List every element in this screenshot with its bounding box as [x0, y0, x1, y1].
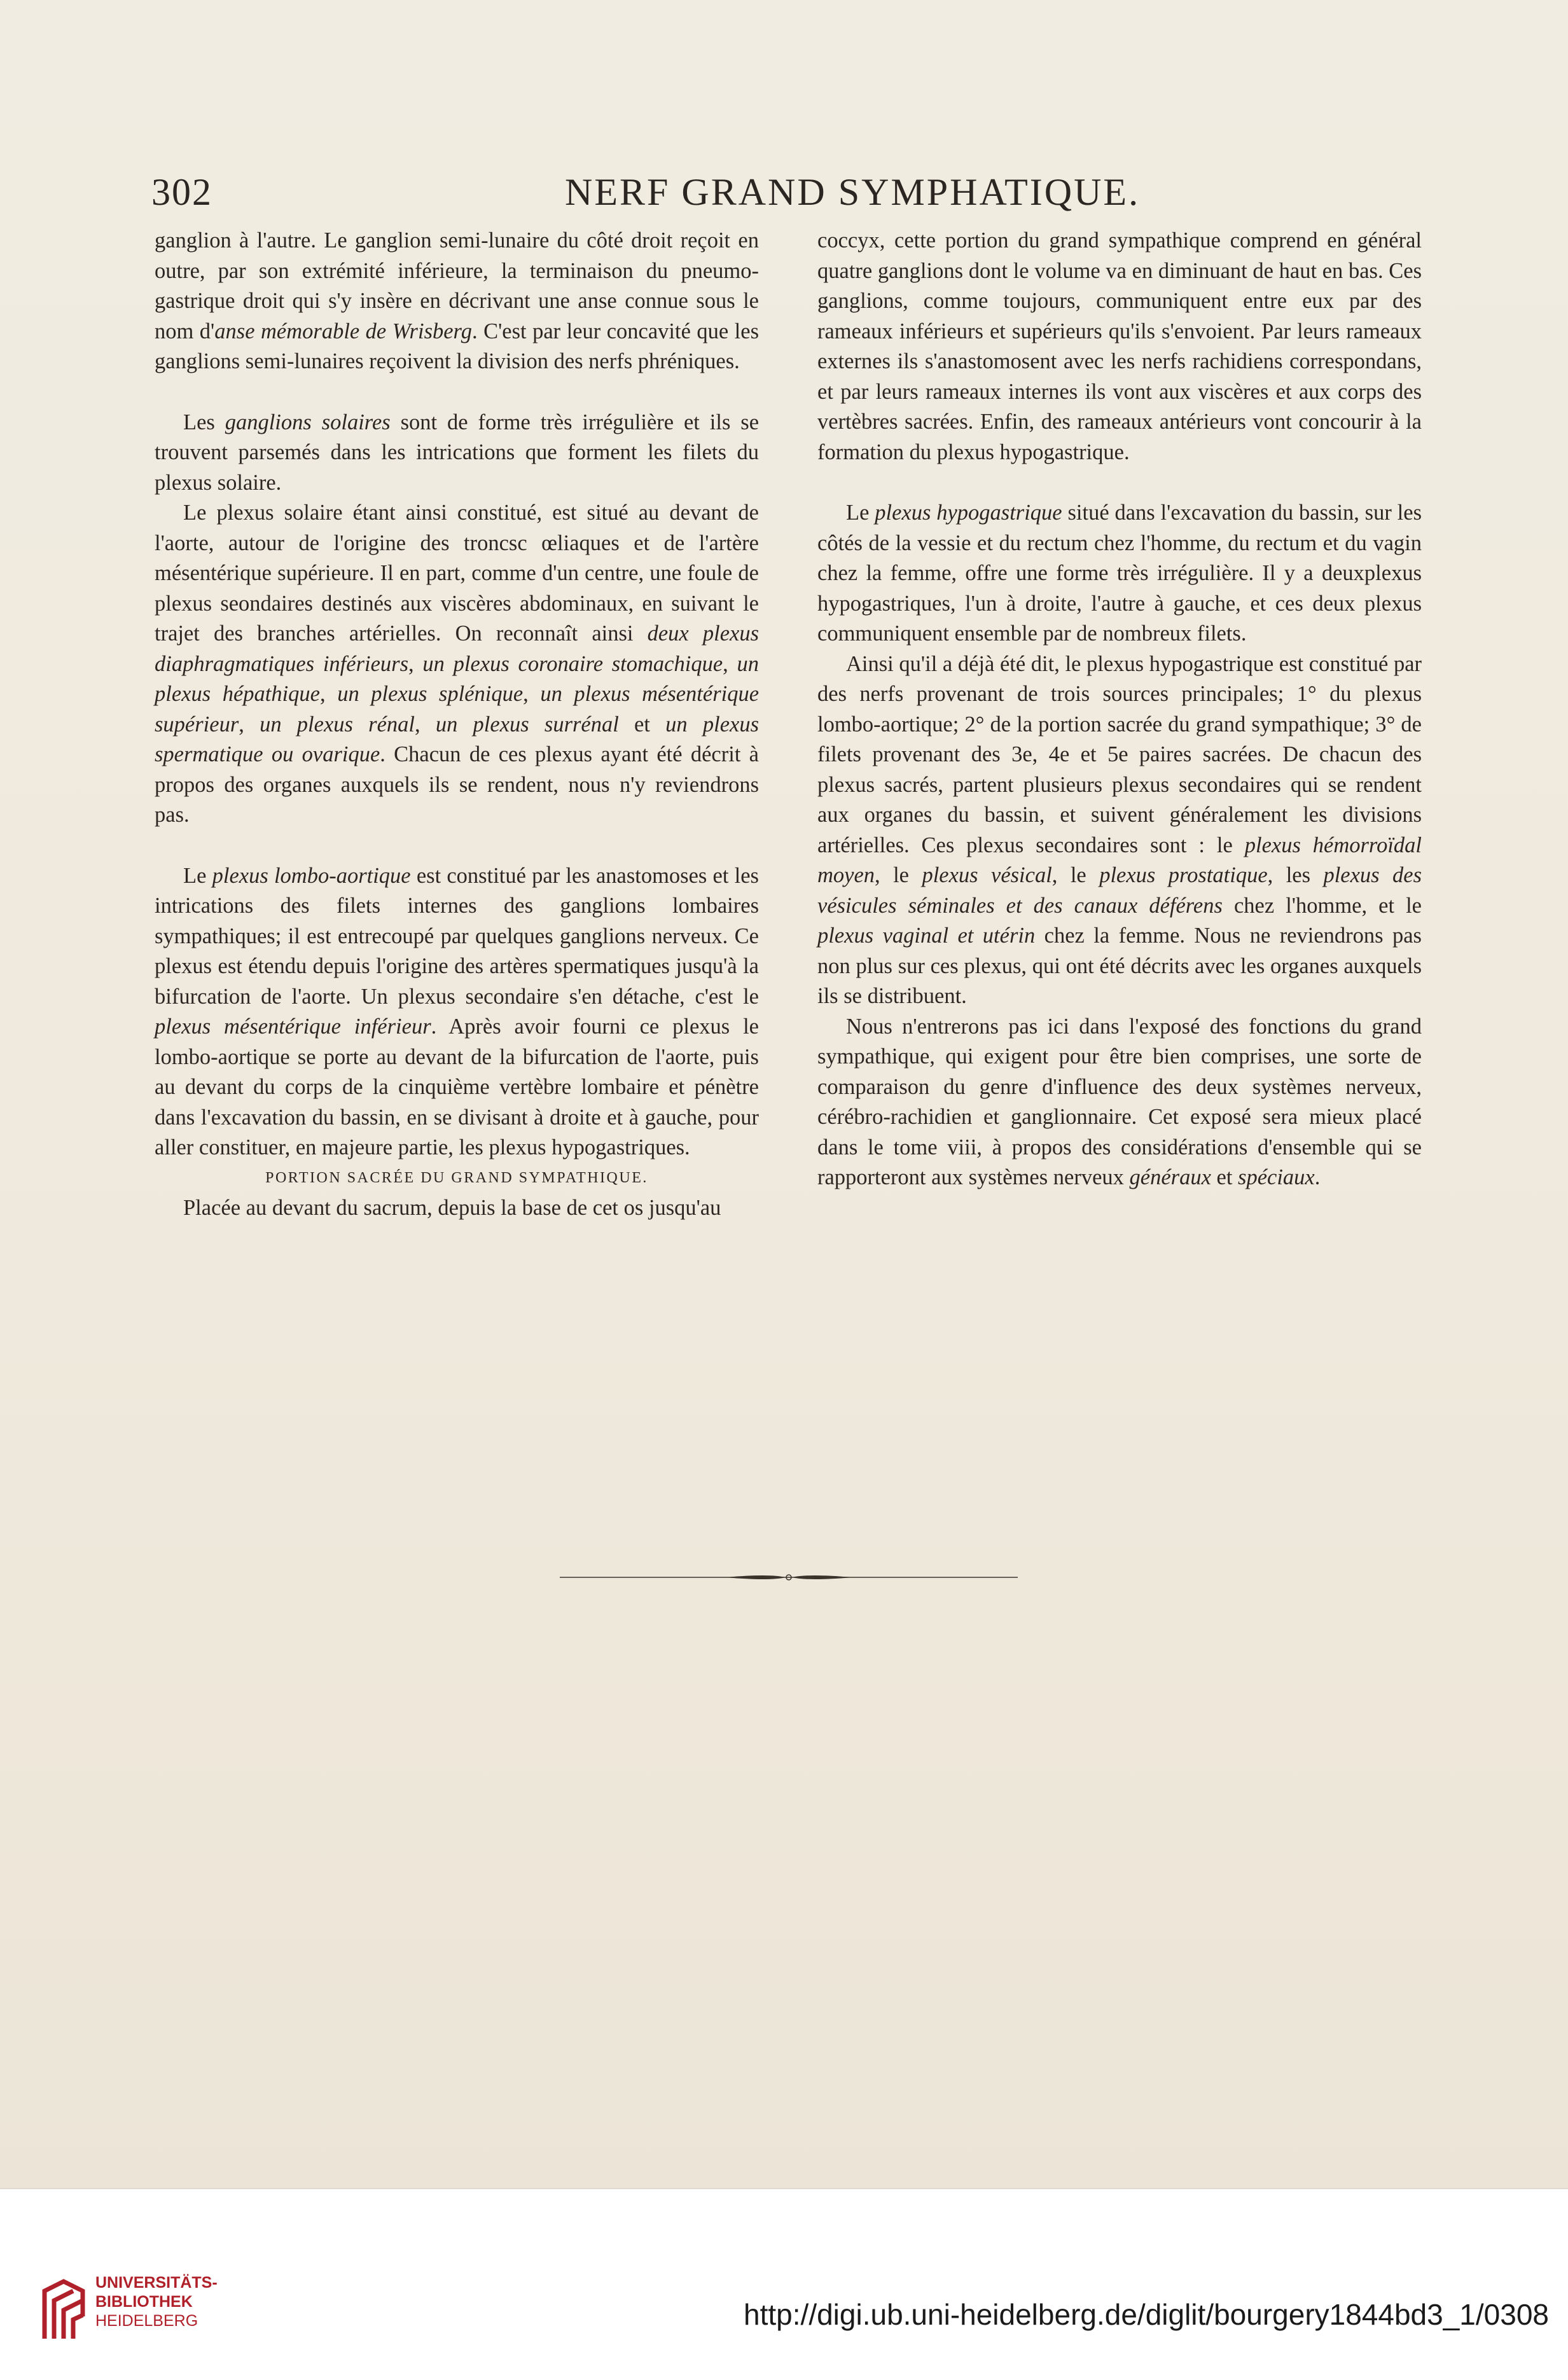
paragraph: Le plexus solaire étant ainsi constitué, est situé au devant de l'aorte, autour de l'origine des troncsc œliaques et de l'artère mésentérique supérieure. Il en part, comme d'un centre, une foule de plexus seondaires destinés aux viscères abdominaux, en suivant le trajet des branches artérielles. On reconnaît ainsi deux plexus diaphragmatiques inférieurs, un plexus coronaire stomachique, un plexus hépathique, un plexus splénique, un plexus mésentérique supérieur, un plexus rénal, un plexus surrénal et un plexus spermatique ou ovarique. Chacun de ces plexus ayant été décrit à propos des organes auxquels ils se rendent, nous n'y reviendrons pas.	[155, 501, 760, 827]
paragraph: Nous n'entrerons pas ici dans l'exposé des fonctions du grand sympathique, qui exigent pour être bien comprises, une sorte de comparaison du genre d'influence des deux systèmes nerveux, cérébro-rachidien et ganglionnaire. Cet exposé sera mieux placé dans le tome viii, à propos des considérations d'ensemble qui se rapporteront aux systèmes nerveux généraux et spéciaux.	[817, 1014, 1422, 1189]
paragraph: ganglion à l'autre. Le ganglion semi-lunaire du côté droit reçoit en outre, par son extrémité inférieure, la terminaison du pneumo-gastrique droit qui s'y insère en décrivant une anse connue sous le nom d'anse mémorable de Wrisberg. C'est par leur concavité que les ganglions semi-lunaires reçoivent la division des nerfs phréniques.	[155, 228, 759, 373]
paragraph: Ainsi qu'il a déjà été dit, le plexus hypogastrique est constitué par des nerfs provenant de trois sources principales; 1° du plexus lombo-aortique; 2° de la portion sacrée du grand sympathique; 3° de filets provenant des 3e, 4e et 5e paires sacrées. De chacun des plexus sacrés, partent plusieurs plexus secondaires qui se rendent aux organes du bassin, et suivent généralement les divisions artérielles. Ces plexus secondaires sont : le plexus hémorroïdal moyen, le plexus vésical, le plexus prostatique, les plexus des vésicules séminales et des canaux déférens chez l'homme, et le plexus vaginal et utérin chez la femme. Nous ne reviendrons pas non plus sur ces plexus, qui ont été décrits avec les organes auxquels ils se distribuent.	[817, 651, 1422, 1008]
paragraph: coccyx, cette portion du grand sympathique comprend en général quatre ganglions dont le volume va en diminuant de haut en bas. Ces ganglions, comme toujours, communiquent entre eux par des rameaux inférieurs et supérieurs qu'ils s'envoient. Par leurs rameaux externes ils s'anastomosent avec les nerfs rachidiens correspondans, et par leurs rameaux internes ils vont aux viscères et aux corps des vertèbres sacrées. Enfin, des rameaux antérieurs vont concourir à la formation du plexus hypogastrique.	[817, 228, 1422, 464]
running-title: NERF GRAND SYMPHATIQUE.	[565, 171, 1141, 213]
running-head	[151, 170, 1443, 221]
ornamental-divider-icon	[560, 1571, 1018, 1584]
paragraph: Le plexus hypogastrique situé dans l'excavation du bassin, sur les côtés de la vessie et du rectum chez l'homme, du rectum et du vagin chez la femme, offre une forme très irrégulière. Il y a deuxplexus hypogastriques, l'un à droite, l'autre à gauche, et ces deux plexus communiquent ensemble par de nombreux filets.	[817, 501, 1422, 646]
permalink-url[interactable]: http://digi.ub.uni-heidelberg.de/diglit/bourgery1844bd3_1/0308	[744, 2298, 1549, 2331]
paragraph: Placée au devant du sacrum, depuis la base de cet os jusqu'au	[183, 1196, 721, 1220]
paragraph: Les ganglions solaires sont de forme très irrégulière et ils se trouvent parsemés dans les intrications que forment les filets du plexus solaire.	[155, 410, 760, 495]
left-column	[155, 226, 759, 1224]
section-heading: PORTION SACRÉE DU GRAND SYMPATHIQUE.	[265, 1169, 648, 1186]
right-column	[817, 226, 1422, 1193]
page-number: 302	[151, 171, 212, 213]
library-name: UNIVERSITÄTS- BIBLIOTHEK HEIDELBERG	[95, 2274, 218, 2330]
footer-bar	[0, 2188, 1568, 2380]
paragraph: Le plexus lombo-aortique est constitué par les anastomoses et les intrications des filets internes des ganglions lombaires sympathiques; il est entrecoupé par quelques ganglions nerveux. Ce plexus est étendu depuis l'origine des artères spermatiques jusqu'à la bifurcation de l'aorte. Un plexus secondaire s'en détache, c'est le plexus mésentérique inférieur. Après avoir fourni ce plexus le lombo-aortique se porte au devant de la bifurcation de l'aorte, puis au devant du corps de la cinquième vertèbre lombaire et pénètre dans l'excavation du bassin, en se divisant à droite et à gauche, pour aller constituer, en majeure partie, les plexus hypogastriques.	[155, 863, 759, 1159]
heidelberg-library-logo-icon	[38, 2278, 89, 2342]
